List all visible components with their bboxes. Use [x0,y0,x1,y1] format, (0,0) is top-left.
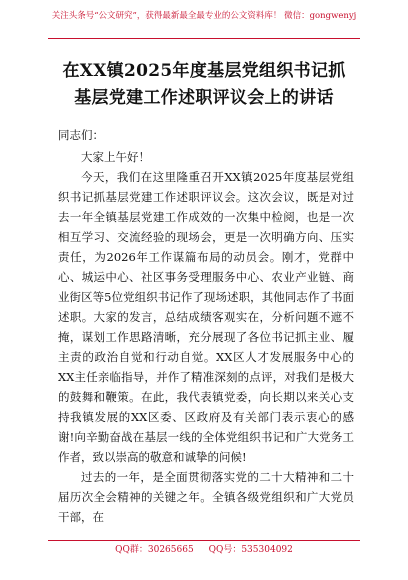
salutation: 同志们： [58,128,104,142]
footer-qq-number: QQ号：535304092 [208,545,293,555]
header-text: 关注头条号“公文研究”，获得最新最全最专业的公文资料库！ 微信：gongwenyj [51,11,357,21]
body-paragraph-1: 今天，我们在这里隆重召开XX镇2025年度基层党组织书记抓基层党建工作述职评议会。这次会议，既是对过去一年全镇基层党建工作成效的一次集中检阅，也是一次相互学习、交流经验的现场会，更是一次明确方向、压实责任，为2026年工作谋篇布局的动员会。刚才，党群中心、城运中心、社区事务受理服务中心、农业产业链、商业街区等5位党组织书记作了现场述职，其他同志作了书面述职。大家的发言，总结成绩客观实在，分析问题不遮不掩，谋划工作思路清晰，充分展现了各位书记抓主业、履主责的政治自觉和行动自觉。XX区人才发展服务中心的XX主任亲临指导，并作了精准深刻的点评，对我们是极大的鼓舞和鞭策。在此，我代表镇党委，向长期以来关心支持我镇发展的XX区委、区政府及有关部门表示衷心的感谢!向辛勤奋战在基层一线的全体党组织书记和广大党务工作者，致以崇高的敬意和诚挚的问候! [58,170,354,464]
body-paragraph-2: 过去的一年，是全面贯彻落实党的二十大精神和二十届历次全会精神的关键之年。全镇各级党组织和广大党员干部，在 [58,470,354,524]
header-divider [48,38,360,39]
document-title: 在XX镇2025年度基层党组织书记抓基层党建工作述职评议会上的讲话 [62,61,346,108]
footer-qq-group: QQ群：30265665 [115,545,194,555]
greeting: 大家上午好！ [81,150,150,164]
page-footer [0,544,408,556]
page-header-banner [0,10,408,22]
document-body [58,125,354,527]
footer-divider [48,540,360,541]
